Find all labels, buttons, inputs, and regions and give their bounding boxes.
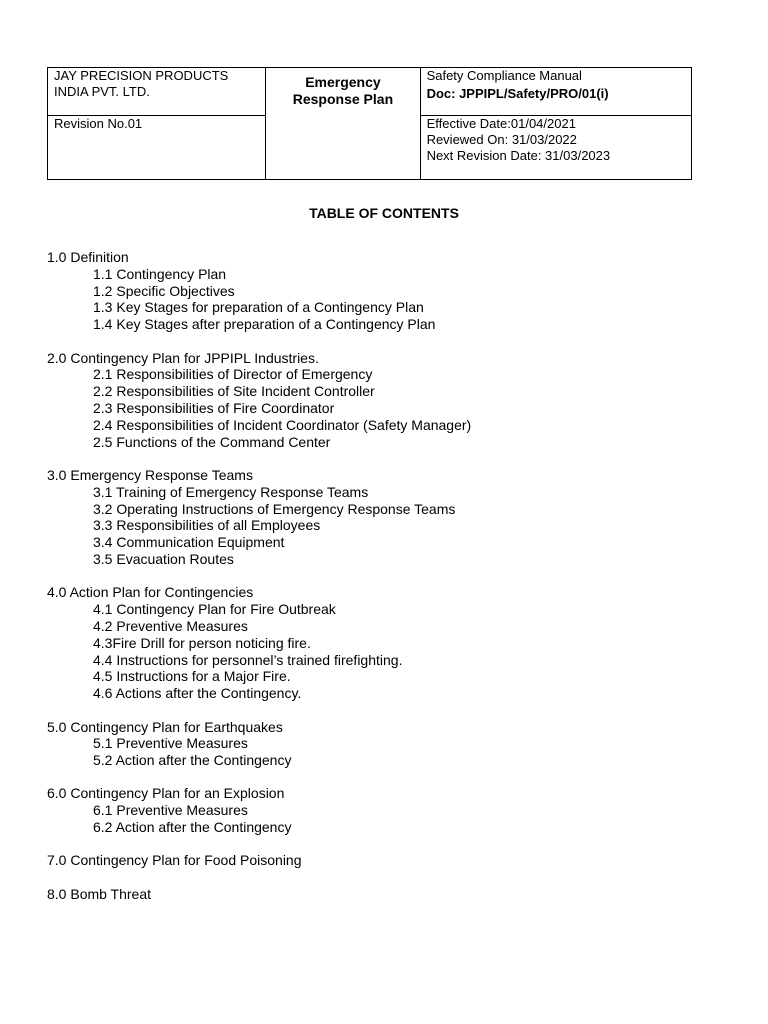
toc-section-7	[47, 852, 727, 869]
revision-number: Revision No.01	[54, 116, 143, 132]
toc-item: 4.1 Contingency Plan for Fire Outbreak	[93, 601, 336, 618]
toc-item: 1.2 Specific Objectives	[93, 282, 235, 299]
toc-section-3	[47, 467, 727, 568]
toc-section-title: 8.0 Bomb Threat	[47, 885, 152, 902]
toc-item: 3.5 Evacuation Routes	[93, 550, 234, 567]
company-name-line1: JAY PRECISION PRODUCTS	[54, 68, 229, 83]
toc-item: 2.3 Responsibilities of Fire Coordinator	[93, 399, 335, 416]
table-of-contents	[47, 249, 727, 919]
toc-section-title: 1.0 Definition	[47, 249, 129, 265]
toc-item: 3.1 Training of Emergency Response Teams	[93, 483, 369, 500]
toc-item: 3.4 Communication Equipment	[93, 534, 285, 551]
toc-section-4	[47, 584, 727, 702]
toc-item: 6.1 Preventive Measures	[93, 802, 248, 819]
toc-section-8	[47, 886, 727, 903]
toc-item: 3.3 Responsibilities of all Employees	[93, 517, 321, 534]
toc-section-title: 4.0 Action Plan for Contingencies	[47, 584, 254, 601]
toc-item: 3.2 Operating Instructions of Emergency Response Teams	[93, 500, 456, 517]
revision-cell	[48, 116, 266, 180]
document-title-line2: Response Plan	[292, 91, 394, 107]
toc-section-title: 5.0 Contingency Plan for Earthquakes	[47, 718, 283, 735]
toc-item: 5.2 Action after the Contingency	[93, 752, 292, 769]
company-name-line2: INDIA PVT. LTD.	[54, 84, 150, 99]
document-number: Doc: JPPIPL/Safety/PRO/01(i)	[426, 86, 609, 101]
toc-item: 1.3 Key Stages for preparation of a Contingency Plan	[93, 299, 424, 316]
toc-section-title: 3.0 Emergency Response Teams	[47, 466, 253, 483]
toc-item: 1.1 Contingency Plan	[93, 265, 227, 282]
toc-heading: TABLE OF CONTENTS	[309, 205, 459, 221]
toc-item: 2.4 Responsibilities of Incident Coordinator (Safety Manager)	[93, 416, 472, 433]
company-name-cell	[48, 68, 266, 116]
toc-section-6	[47, 785, 727, 835]
toc-section-1	[47, 249, 727, 333]
toc-item: 4.5 Instructions for a Major Fire.	[93, 668, 291, 685]
toc-item: 2.1 Responsibilities of Director of Emergency	[93, 366, 373, 383]
toc-item: 6.2 Action after the Contingency	[93, 819, 292, 836]
toc-item: 4.6 Actions after the Contingency.	[93, 685, 302, 702]
toc-item: 4.2 Preventive Measures	[93, 617, 248, 634]
toc-item: 2.2 Responsibilities of Site Incident Controller	[93, 383, 375, 400]
toc-section-title: 7.0 Contingency Plan for Food Poisoning	[47, 852, 302, 869]
effective-date: Effective Date:01/04/2021	[426, 116, 576, 132]
toc-section-5	[47, 719, 727, 769]
document-header-table	[47, 67, 692, 180]
document-title-cell	[266, 68, 420, 180]
toc-section-title: 2.0 Contingency Plan for JPPIPL Industries.	[47, 349, 319, 366]
toc-item: 2.5 Functions of the Command Center	[93, 433, 331, 450]
toc-section-title: 6.0 Contingency Plan for an Explosion	[47, 785, 285, 802]
toc-item: 5.1 Preventive Measures	[93, 735, 248, 752]
dates-cell	[420, 116, 691, 180]
reviewed-on-date: Reviewed On: 31/03/2022	[426, 132, 577, 148]
toc-item: 1.4 Key Stages after preparation of a Contingency Plan	[93, 316, 436, 333]
next-revision-date: Next Revision Date: 31/03/2023	[426, 148, 611, 164]
toc-item: 4.4 Instructions for personnel’s trained firefighting.	[93, 651, 403, 668]
document-title-line1: Emergency	[305, 74, 381, 90]
toc-item: 4.3Fire Drill for person noticing fire.	[93, 634, 311, 651]
manual-info-cell	[420, 68, 691, 116]
manual-name: Safety Compliance Manual	[426, 68, 582, 83]
toc-section-2	[47, 350, 727, 451]
